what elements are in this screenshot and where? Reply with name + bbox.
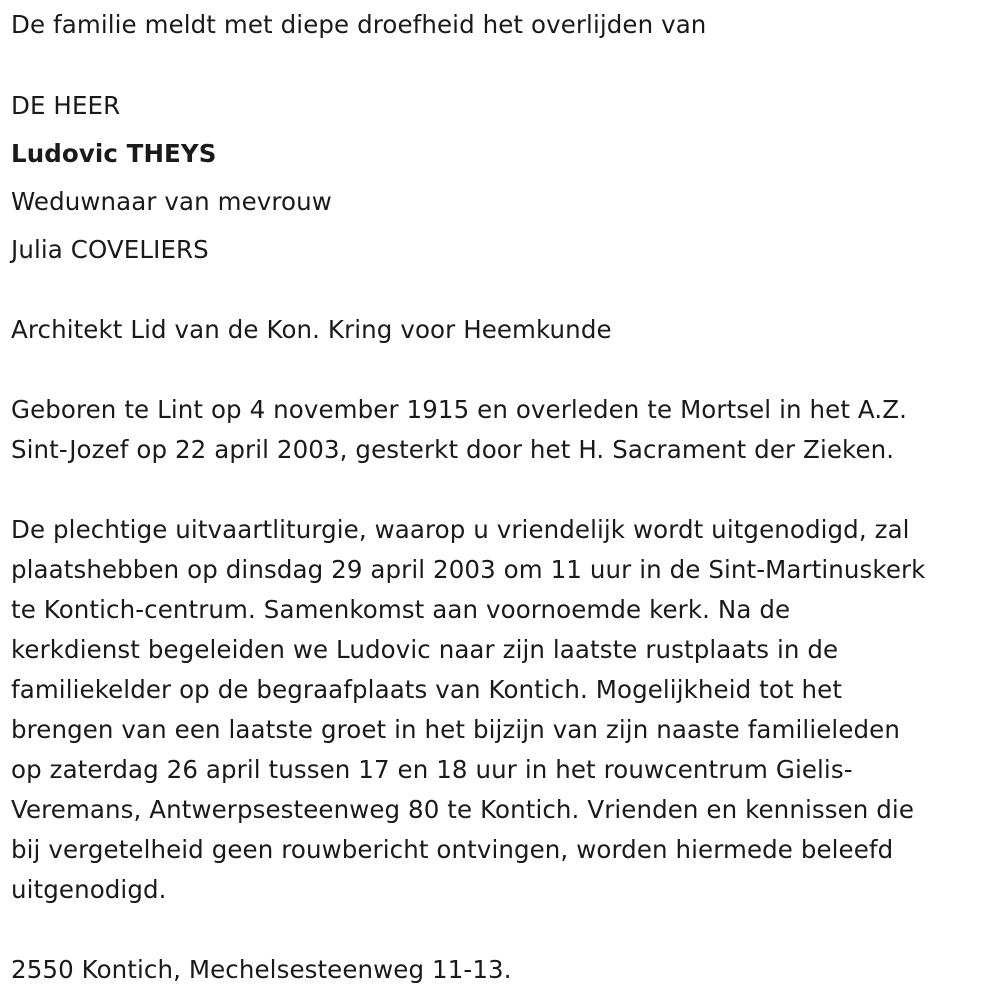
birth-death-line: Sint-Jozef op 22 april 2003, gesterkt door het H. Sacrament der Zieken. <box>11 435 895 464</box>
spouse-name: Julia COVELIERS <box>11 235 209 264</box>
funeral-line: uitgenodigd. <box>11 875 167 904</box>
funeral-line: Veremans, Antwerpsesteenweg 80 te Kontich. Vrienden en kennissen die <box>11 795 914 824</box>
spouse-relation: Weduwnaar van mevrouw <box>11 187 332 216</box>
intro-text: De familie meldt met diepe droefheid het overlijden van <box>11 10 707 39</box>
funeral-line: bij vergetelheid geen rouwbericht ontvingen, worden hiermede beleefd <box>11 835 894 864</box>
address: 2550 Kontich, Mechelsesteenweg 11-13. <box>11 955 512 984</box>
birth-death-line: Geboren te Lint op 4 november 1915 en overleden te Mortsel in het A.Z. <box>11 395 908 424</box>
funeral-line: kerkdienst begeleiden we Ludovic naar zijn laatste rustplaats in de <box>11 635 839 664</box>
deceased-name: Ludovic THEYS <box>11 139 217 168</box>
occupation: Architekt Lid van de Kon. Kring voor Heemkunde <box>11 315 612 344</box>
funeral-line: familiekelder op de begraafplaats van Kontich. Mogelijkheid tot het <box>11 675 843 704</box>
funeral-line: brengen van een laatste groet in het bijzijn van zijn naaste familieleden <box>11 715 900 744</box>
funeral-line: De plechtige uitvaartliturgie, waarop u vriendelijk wordt uitgenodigd, zal <box>11 515 910 544</box>
salutation: DE HEER <box>11 91 121 120</box>
funeral-line: op zaterdag 26 april tussen 17 en 18 uur in het rouwcentrum Gielis- <box>11 755 853 784</box>
funeral-line: te Kontich-centrum. Samenkomst aan voornoemde kerk. Na de <box>11 595 791 624</box>
funeral-line: plaatshebben op dinsdag 29 april 2003 om 11 uur in de Sint-Martinuskerk <box>11 555 926 584</box>
